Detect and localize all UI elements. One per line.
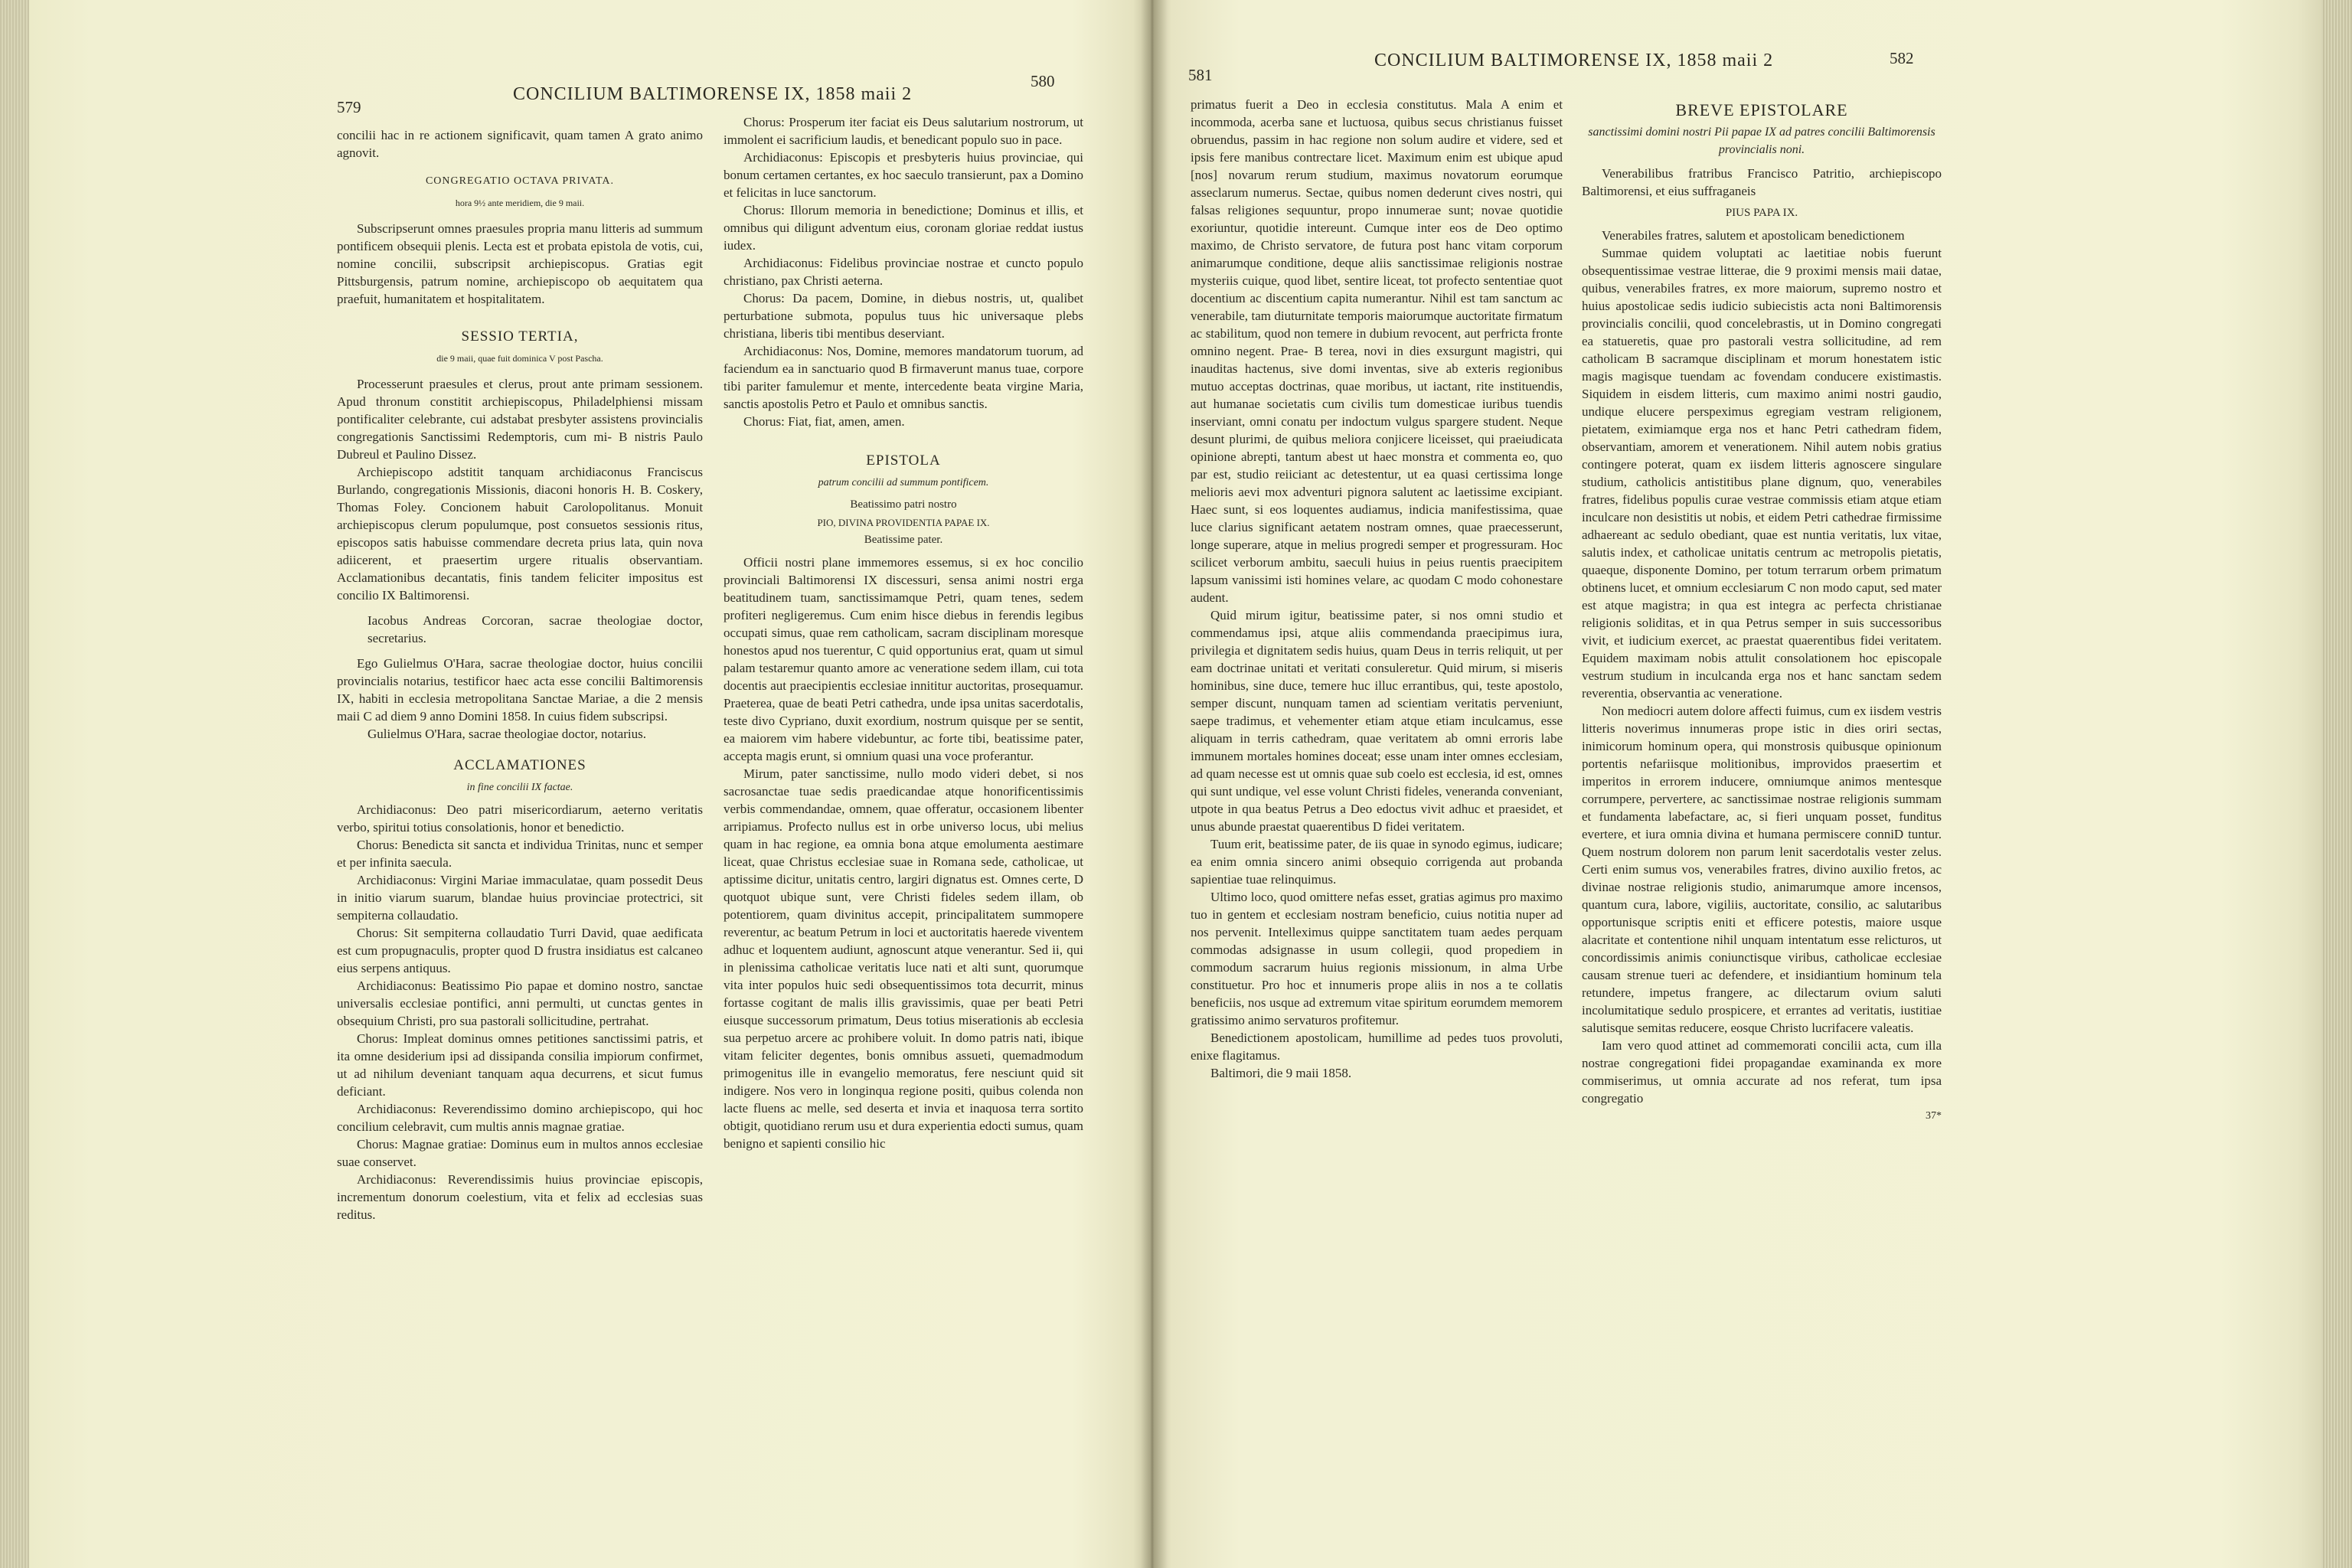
section-heading: CONGREGATIO OCTAVA PRIVATA. [425, 175, 615, 187]
acclamation: Archidiaconus: Deo patri misericordiarum, aeterno veritatis verbo, spiritui totius consolationis, honor et benedictio. [337, 802, 703, 835]
page-number-580: 580 [1031, 72, 1055, 90]
address-line: PIO, DIVINA PROVIDENTIA PAPAE IX. [817, 517, 990, 528]
page-number-579: 579 [337, 98, 361, 116]
pope-name: PIUS PAPA IX. [1725, 207, 1798, 219]
paragraph: Mirum, pater sanctissime, nullo modo videri debet, si nos sacrosanctae tuae sedis praedicandae atque honorificentissimis verbis commendandae, omnem, quae offeratur, occasionem libenter arripiamus. Profecto nullus est in orbe universo locus, ubi melius quam in hac regione, ea omnia bona atque emolumenta aestimare liceat, quae Christus ecclesiae suae in Romana sede, catholicae, ut aptissime dicitur, unitatis centro, largiri dignatus est. Omnes certe, D quotquot ubique sunt, vere Christi fideles sedem illam, ob potentiorem, quam divinitus accepit, principalitatem summopere reverentur, ac beatum Petrum in loci et auctoritatis haerede viventem adhuc et loquentem audiunt, agnoscunt atque venerantur. Sed ii, qui in plenissima catholicae veritatis luce nati et alti sunt, quorumque vita inter populos huic sedi obsequentissimos tota decurrit, minus fortasse cogitant de malis illis gravissimis, quae per beati Petri eiusque successorum primatum, Deus totius miserationis ab ecclesia sua perpetuo arcere ac prohibere voluit. In domo patris nati, ibique vitam feliciter degentes, bonis omnibus assueti, quemadmodum primogenitus ille in evangelio memoratus, fere nesciunt quid sit indigere. Nos vero in longinqua regione positi, quibus colenda non lacte fluens ac melle, sed deserta et invia et inaquosa terra sortito obtigit, quotidiano rerum usu et dura experientia edocti sumus, quam benigno et sapienti consilio hic [724, 766, 1083, 1151]
section-subheading: patrum concilii ad summum pontificem. [818, 477, 989, 488]
acclamation: Archidiaconus: Episcopis et presbyteris huius provinciae, qui bonum certamen certantes, ex hoc saeculo transierunt, pax a Domino et felicitas in luce sanctorum. [724, 150, 1083, 200]
left-page-column-1 [337, 126, 703, 1223]
running-head-right: CONCILIUM BALTIMORENSE IX, 1858 maii 2 [1374, 51, 1774, 70]
page-number-581: 581 [1188, 66, 1213, 84]
address-line: Beatissimo patri nostro [850, 498, 957, 511]
signature-mark: 37* [1926, 1110, 1942, 1122]
paragraph: concilii hac in re actionem significavit, quam tamen A grato animo agnovit. [337, 128, 703, 160]
paragraph: Summae quidem voluptati ac laetitiae nobis fuerunt obsequentissimae vestrae litterae, die 9 proximi mensis maii datae, quibus, venerabiles fratres, ex more maiorum, supremo nostro et huius apostolicae sedis iudicio subiecistis acta noni Baltimorensis provincialis concilii, quod concelebrastis, ut in Domino congregati ea statueretis, quae pro pastorali vestra sollicitudine, ad rem catholicam B sacramque disciplinam et morum honestatem istic magis magisque tuendam ac fovendam conducere existimastis. Siquidem in eisdem litteris, cum maximo animi nostri gaudio, undique elucere perspeximus egregiam vestram religionem, pietatem, eximiamque erga nos et hanc Petri cathedram fidem, observantiam, amorem et venerationem. Nihil autem nobis gratius contingere poterat, quam ex iisdem litteris agnoscere singulare studium, catholicis antistitibus plane dignum, quo, venerabiles fratres, fidelibus populis curae vestrae commissis etiam atque etiam inculcare non desistitis ut nobis, et eidem Petri cathedrae firmissime adhaereant ac sedulo obediant, quae est nuntia veritatis, lux vitae, salutis index, et catholicae unitatis centrum ac metropolis pietatis, quaeque, disponente Domino, per totum terrarum orbem primatum obtinens lucet, et omnium ecclesiarum C non modo caput, sed mater est atque magistra; in qua est integra ac perfecta christianae religionis soliditas, et in qua Petrus semper in suis successoribus vivit, et iudicium exercet, ac praestat quaerentibus fidei veritatem. Equidem maximam nobis attulit consolationem hoc episcopale vestrum studium in inculcanda erga nos et hanc sanctam sedem reverentia, observantia ac veneratione. [1582, 246, 1942, 701]
paragraph: Processerunt praesules et clerus, prout ante primam sessionem. Apud thronum constitit archiepiscopus, Philadelphiensi missam pontificaliter celebrante, cui adstabat presbyter assistens provincialis congregationis Sanctissimi Redemptoris, cum mi- B nistris Paulo Dubreul et Paulino Dissez. [337, 377, 703, 462]
address-line: Venerabilibus fratribus Francisco Patritio, archiepiscopo Baltimorensi, et eius suffraganeis [1582, 166, 1942, 198]
acclamation: Chorus: Prosperum iter faciat eis Deus salutarium nostrorum, ut immolent ei sacrificium laudis, et benedicant populo suo in pace. [724, 115, 1083, 147]
date-line: Baltimori, die 9 maii 1858. [1210, 1066, 1352, 1080]
page-number-582: 582 [1890, 49, 1914, 67]
section-heading: SESSIO TERTIA, [461, 328, 579, 345]
page-edges-left [0, 0, 29, 1568]
section-subheading: sanctissimi domini nostri Pii papae IX ad patres concilii Baltimorensis provincialis noni. [1588, 126, 1936, 156]
right-page-column-1 [1191, 96, 1563, 1082]
paragraph: Non mediocri autem dolore affecti fuimus, cum ex iisdem vestris litteris noverimus innumeras prope istic in dies oriri sectas, inimicorum hominum opera, qui monstrosis quibusque opinionum portentis nefariisque molitionibus, improvidos praesertim et imperitos in errorem inducere, omniumque animos mentesque corrumpere, pervertere, ac sanctissimae nostrae religionis summam et fundamenta labefactare, ac, si fieri unquam posset, funditus evertere, et iura omnia divina et humana permiscere conniD tuntur. Quem nostrum dolorem non parum lenit sacerdotalis vester zelus. Certi enim sumus vos, venerabiles fratres, divino auxilio fretos, ac divinae nostrae religionis studio, animarumque amore incensos, quantum cura, labore, vigiliis, auctoritate, consilio, ac salutaribus opportunisque scriptis eniti et efficere potestis, maiore usque alacritate et contentione nihil unquam intentatum esse relicturos, ut concordissimis animis coniunctisque viribus, catholicae ecclesiae causam strenue tueri ac defendere, et insidiantium hominum tela retundere, impetus frangere, ac dilectarum ovium saluti incolumitatique sedulo prospicere, et errantes ad veritatis, iustitiae salutisque semitas reducere, eosque Christo lucrifacere valeatis. [1582, 704, 1942, 1035]
acclamation: Chorus: Sit sempiterna collaudatio Turri David, quae aedificata est cum propugnaculis, propter quod D frustra insidiatus est calcaneo eius serpens antiquus. [337, 926, 703, 975]
acclamation: Chorus: Benedicta sit sancta et individua Trinitas, nunc et semper et per infinita saecula. [337, 838, 703, 870]
address-line: Beatissime pater. [864, 534, 943, 546]
section-subheading: in fine concilii IX factae. [466, 782, 573, 793]
paragraph: Ego Gulielmus O'Hara, sacrae theologiae doctor, huius concilii provincialis notarius, testificor haec acta esse concilii Baltimorensis IX, habiti in ecclesia metropolitana Sanctae Mariae, a die 2 mensis maii C ad diem 9 anno Domini 1858. In cuius fidem subscripsi. [337, 656, 703, 724]
acclamation: Chorus: Magnae gratiae: Dominus eum in multos annos ecclesiae suae conservet. [337, 1137, 703, 1169]
book-gutter [1133, 0, 1171, 1568]
paragraph: Quid mirum igitur, beatissime pater, si nos omni studio et commendamus ipsi, atque aliis commendanda praecipimus iura, privilegia et dignitatem sedis huius, quam Deus in terris reliquit, ut per eam doctrinae unitati et veritati consuleretur. Quid mirum, si miseris hominibus, sine duce, temere huc illuc errantibus, qui, teste apostolo, semper discunt, nunquam tamen ad scientiam veritatis perveniunt, saepe tradimus, et vehementer etiam atque etiam inculcamus, esse aliquam in terris cathedram, quae veritatem ab omni erroris labe immunem mortales homines doceat; esse unam inter omnes ecclesiam, ad quam necesse est ut omnis quae sub coelo est ecclesia, id est, omnes qui sunt undique, vel esse volunt Christi fideles, veneranda conveniant, utpote in qua beatus Petrus a Deo edoctus vivit adhuc et praesidet, et unus abunde praestat quaerentibus D fidei veritatem. [1191, 608, 1563, 834]
acclamation: Archidiaconus: Reverendissimo domino archiepiscopo, qui hoc concilium celebravit, cum multis annis magnae gratiae. [337, 1102, 703, 1134]
paragraph: Iam vero quod attinet ad commemorati concilii acta, cum illa nostrae congregationi fidei propagandae examinanda ex more commiserimus, ut omnia accurate ad nos referat, tum ipsa congregatio [1582, 1038, 1942, 1106]
acclamation: Chorus: Impleat dominus omnes petitiones sanctissimi patris, et ita omne desiderium ipsi ad dissipanda consilia impiorum confirmet, ut ad nihilum deveniant tanquam aqua decurrens, et sicut fumus deficiant. [337, 1031, 703, 1099]
signature: Iacobus Andreas Corcoran, sacrae theologiae doctor, secretarius. [368, 613, 703, 645]
acclamation: Archidiaconus: Reverendissimis huius provinciae episcopis, incrementum donorum coelestium, vita et felix ad ecclesias suas reditus. [337, 1172, 703, 1222]
section-subheading: hora 9½ ante meridiem, die 9 maii. [455, 198, 585, 208]
acclamation: Archidiaconus: Virgini Mariae immaculatae, quam possedit Deus in initio viarum suarum, blandae huius provinciae protectrici, sit sempiterna collaudatio. [337, 873, 703, 923]
acclamation: Archidiaconus: Beatissimo Pio papae et domino nostro, sanctae universalis ecclesiae pontifici, anni permulti, ut cunctas gentes in obsequium Christi, pro sua pastorali sollicitudine, pertrahat. [337, 978, 703, 1028]
paragraph: Ultimo loco, quod omittere nefas esset, gratias agimus pro maximo tuo in gentem et ecclesiam nostram beneficio, cuius notitia nuper ad nos pervenit. Intelleximus quippe sanctitatem tuam aedes perquam commodas adsignasse in usum collegii, quod propediem in commodum sacrarum huius regionis missionum, in alma Urbe constituetur. Pro hoc et innumeris prope aliis in nos a te collatis beneficiis, nos usque ad extremum vitae spiritum eorumdem memorem gratissimo animo servaturos profitemur. [1191, 890, 1563, 1027]
signature: Gulielmus O'Hara, sacrae theologiae doctor, notarius. [368, 727, 646, 741]
page-edges-right [2321, 0, 2352, 1568]
section-heading: BREVE EPISTOLARE [1675, 100, 1848, 119]
paragraph: primatus fuerit a Deo in ecclesia constitutus. Mala A enim et incommoda, acerba sane et luctuosa, quibus secus christianus fuisset obruendus, passim in hac regione non solum audire et videre, sed et ipsis fere manibus contrectare licet. Maximum enim est ubique apud [nos] novarum rerum studium, maximus novatorum eorumque asseclarum numerus. Sectae, quibus nomen dederunt cives nostri, qui falsas religiones sequuntur, propo innumerae sunt; novae quotidie exoriuntur, quotidie intereunt. Cumque inter eos de Deo optimo maximo, de Christo servatore, de futura post hanc vitam corporum animarumque conditione, deque aliis sanctissimae religionis nostrae mysteriis cuique, quod libet, sentire liceat, tot profecto sententiae quot docentium ac discentium capita numerantur. Nihil est tam sanctum ac venerabile, tam diuturnitate temporis maiorumque auctoritate firmatum ac stabilitum, quod non temere in dubium revocent, aut perfricta fronte omnino negent. Prae- B terea, novi in dies exsurgunt magistri, qui inauditas hactenus, sive domi inventas, sive ab exteris regionibus mutuo acceptas doctrinas, quae moribus, ut iactant, rite instituendis, aut humanae societatis cum civilis tum domesticae iuribus tuendis inserviant, omni conatu per indoctum vulgus spargere student. Neque desunt plurimi, de quibus meliora conjicere liceisset, qui praeiudicata opinione abrepti, tantum abest ut haec monstra et commenta eo, quo par est, studio reiiciant ac detestentur, ut ea quasi certissima longe melioris aevi mox adventuri pignora salutent ac laetissime excipiant. Haec sunt, si eos loquentes audiamus, indicia manifestissima, quae luce clarius significant aetatem nostram omnes, quae praecesserunt, longe superare, atque in melius progredi semper et progressuram. Hoc scilicet verborum ambitu, saeculi huius in peius ruentis praecipitem lapsum vanissimi isti homines velare, ac quodam C modo cohonestare audent. [1191, 97, 1563, 605]
section-heading: EPISTOLA [866, 452, 941, 469]
salutation: Venerabiles fratres, salutem et apostolicam benedictionem [1602, 228, 1905, 243]
acclamation: Chorus: Illorum memoria in benedictione; Dominus et illis, et omnibus qui diligunt adventum eius, coronam gloriae reddat iustus iudex. [724, 203, 1083, 253]
paragraph: Officii nostri plane immemores essemus, si ex hoc concilio provinciali Baltimorensi IX discessuri, sensa animi nostri erga beatitudinem tuam, sanctissimamque Petri, quam tenes, sedem profiteri negligeremus. Cum enim hisce diebus in ferendis legibus occupati simus, quae rem catholicam, sacram disciplinam moresque honestos apud nos tuerentur, C quid opportunius erat, quam ut simul palam testaremur quanto amore ac veneratione sedem illam, cui tota docentis aut praecipientis ecclesiae innititur auctoritas, prosequamur. Praeterea, quae de beati Petri cathedra, unde ipsa unitas sacerdotalis, teste divo Cypriano, duxit exordium, nostrum quisque per se sentit, ea maiorem vim habere videbuntur, ac forte tibi, beatissime pater, accepta magis erunt, si omnium quasi una voce proferantur. [724, 555, 1083, 763]
acclamation: Archidiaconus: Fidelibus provinciae nostrae et cuncto populo christiano, pax Christi aeterna. [724, 256, 1083, 288]
paragraph: Tuum erit, beatissime pater, de iis quae in synodo egimus, iudicare; ea enim omnia sincero animi obsequio corrigenda aut probanda sapientiae tuae relinquimus. [1191, 837, 1563, 887]
acclamation: Chorus: Da pacem, Domine, in diebus nostris, ut, qualibet perturbatione submota, populus tuus hic universaque plebs christiana, liberis tibi mentibus deserviant. [724, 291, 1083, 341]
acclamation: Chorus: Fiat, fiat, amen, amen. [743, 414, 905, 429]
paragraph: Archiepiscopo adstitit tanquam archidiaconus Franciscus Burlando, congregationis Missionis, diaconi honoris H. B. Coskery, Thomas Foley. Concionem habuit Carolopolitanus. Monuit archiepiscopus clerum populumque, post consuetos sessionis ritus, episcopos satis habuisse commendare decreta prius lata, quin nova adiicerent, et praesertim urgere ritualis observantiam. Acclamationibus decantatis, finis tandem feliciter impositus est concilio IX Baltimorensi. [337, 465, 703, 603]
running-head-left: CONCILIUM BALTIMORENSE IX, 1858 maii 2 [513, 84, 913, 104]
section-heading: ACCLAMATIONES [453, 757, 586, 773]
acclamation: Archidiaconus: Nos, Domine, memores mandatorum tuorum, ad faciendum ea in sanctuario quod B firmaverunt manus tuae, corpore tibi pariter famulemur et mente, intercedente beata virgine Maria, sanctis apostolis Petro et Paulo et omnibus sanctis. [724, 344, 1083, 411]
left-page-column-2 [724, 113, 1083, 1152]
paragraph: Benedictionem apostolicam, humillime ad pedes tuos provoluti, enixe flagitamus. [1191, 1031, 1563, 1063]
section-subheading: die 9 maii, quae fuit dominica V post Pascha. [436, 353, 603, 364]
right-page-column-2 [1582, 98, 1942, 1125]
paragraph: Subscripserunt omnes praesules propria manu litteris ad summum pontificem obsequii plenis. Lecta est et probata epistola de votis, cui, nomine concilii, subscripsit archiepiscopus. Gratias egit Pittsburgensis, patrum nomine, archiepiscopo ob aequitatem qua praefuit, humanitatem et hospitalitatem. [337, 221, 703, 306]
